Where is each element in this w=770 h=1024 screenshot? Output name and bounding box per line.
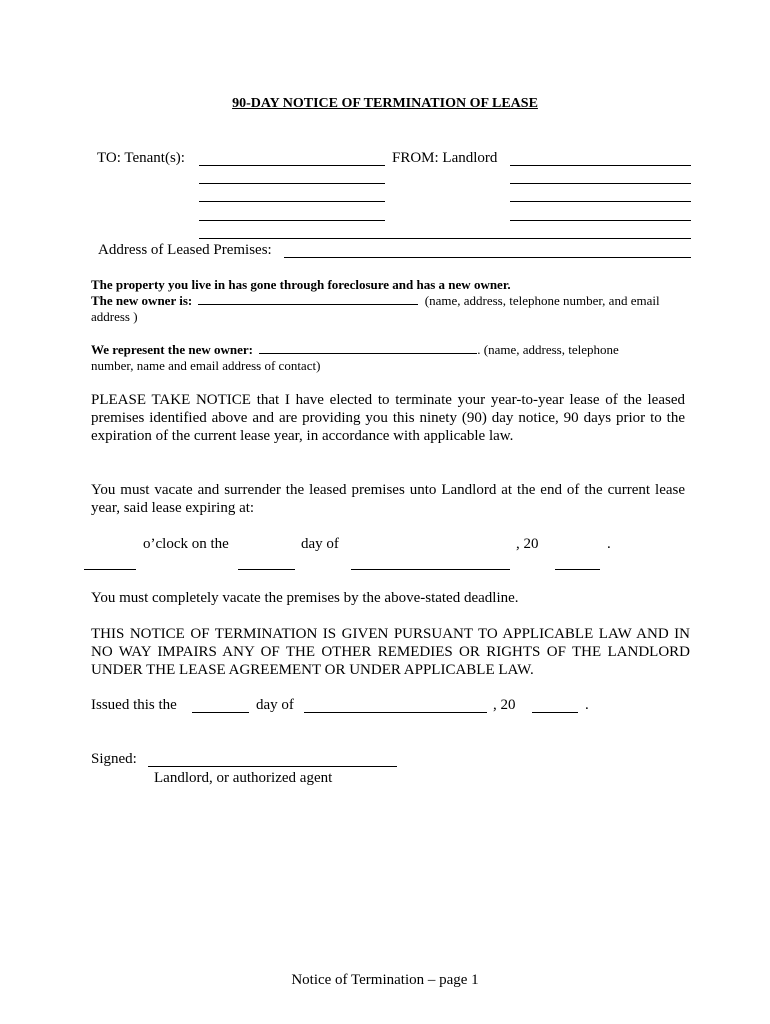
landlord-name-line-2[interactable] [510, 183, 691, 184]
new-owner-hint: (name, address, telephone number, and email [424, 293, 660, 308]
tenant-name-line-1[interactable] [199, 165, 385, 166]
address-line[interactable] [284, 257, 691, 258]
issued-period: . [585, 697, 589, 713]
tenant-name-line-3[interactable] [199, 201, 385, 202]
vacate-paragraph: You must vacate and surrender the leased premises unto Landlord at the end of the current lease year, said lease expiring at: [91, 482, 685, 516]
represent-line[interactable] [259, 342, 477, 354]
issued-day-of-label: day of [256, 697, 294, 713]
issued-year-prefix: , 20 [493, 697, 516, 713]
from-landlord-label: FROM: Landlord [392, 150, 498, 166]
expiry-day-of-label: day of [301, 536, 339, 552]
new-owner-line[interactable] [198, 293, 418, 305]
address-line-upper[interactable] [199, 238, 691, 239]
landlord-name-line-4[interactable] [510, 220, 691, 221]
new-owner-label: The new owner is: [91, 293, 193, 308]
new-owner-row [91, 293, 660, 309]
landlord-name-line-3[interactable] [510, 201, 691, 202]
signature-line[interactable] [148, 766, 397, 767]
new-owner-hint-cont: address ) [91, 309, 138, 324]
issued-day-line[interactable] [192, 712, 249, 713]
legal-paragraph: THIS NOTICE OF TERMINATION IS GIVEN PURSUANT TO APPLICABLE LAW AND IN NO WAY IMPAIRS ANY OF THE OTHER REMEDIES OR RIGHTS OF THE LANDLORD UNDER THE LEASE AGREEMENT OR UNDER APPLICABLE LAW. [91, 626, 690, 678]
signature-caption: Landlord, or authorized agent [154, 770, 333, 786]
expiry-period: . [607, 536, 611, 552]
deadline-text: You must completely vacate the premises by the above-stated deadline. [91, 590, 519, 606]
represent-row [91, 342, 619, 358]
issued-label: Issued this the [91, 697, 177, 713]
to-tenants-label: TO: Tenant(s): [97, 150, 185, 166]
address-label: Address of Leased Premises: [98, 242, 272, 258]
notice-paragraph: PLEASE TAKE NOTICE that I have elected to terminate your year-to-year lease of the leased premises identified above and are providing you this ninety (90) day notice, 90 days prior to the expiration of the current lease year, in accordance with applicable law. [91, 392, 685, 444]
foreclosure-statement: The property you live in has gone through foreclosure and has a new owner. [91, 277, 511, 292]
expiry-month-line[interactable] [351, 569, 510, 570]
expiry-hour-line[interactable] [84, 569, 136, 570]
represent-label: We represent the new owner: [91, 342, 253, 357]
page-title: 90-DAY NOTICE OF TERMINATION OF LEASE [232, 96, 538, 111]
tenant-name-line-4[interactable] [199, 220, 385, 221]
expiry-day-line[interactable] [238, 569, 295, 570]
expiry-year-prefix: , 20 [516, 536, 539, 552]
tenant-name-line-2[interactable] [199, 183, 385, 184]
oclock-label: o’clock on the [143, 536, 229, 552]
represent-hint: . (name, address, telephone [477, 342, 619, 357]
issued-year-line[interactable] [532, 712, 578, 713]
represent-hint-cont: number, name and email address of contact) [91, 358, 321, 373]
expiry-year-line[interactable] [555, 569, 600, 570]
landlord-name-line-1[interactable] [510, 165, 691, 166]
issued-month-line[interactable] [304, 712, 487, 713]
page-footer: Notice of Termination – page 1 [291, 972, 479, 988]
signed-label: Signed: [91, 751, 137, 767]
